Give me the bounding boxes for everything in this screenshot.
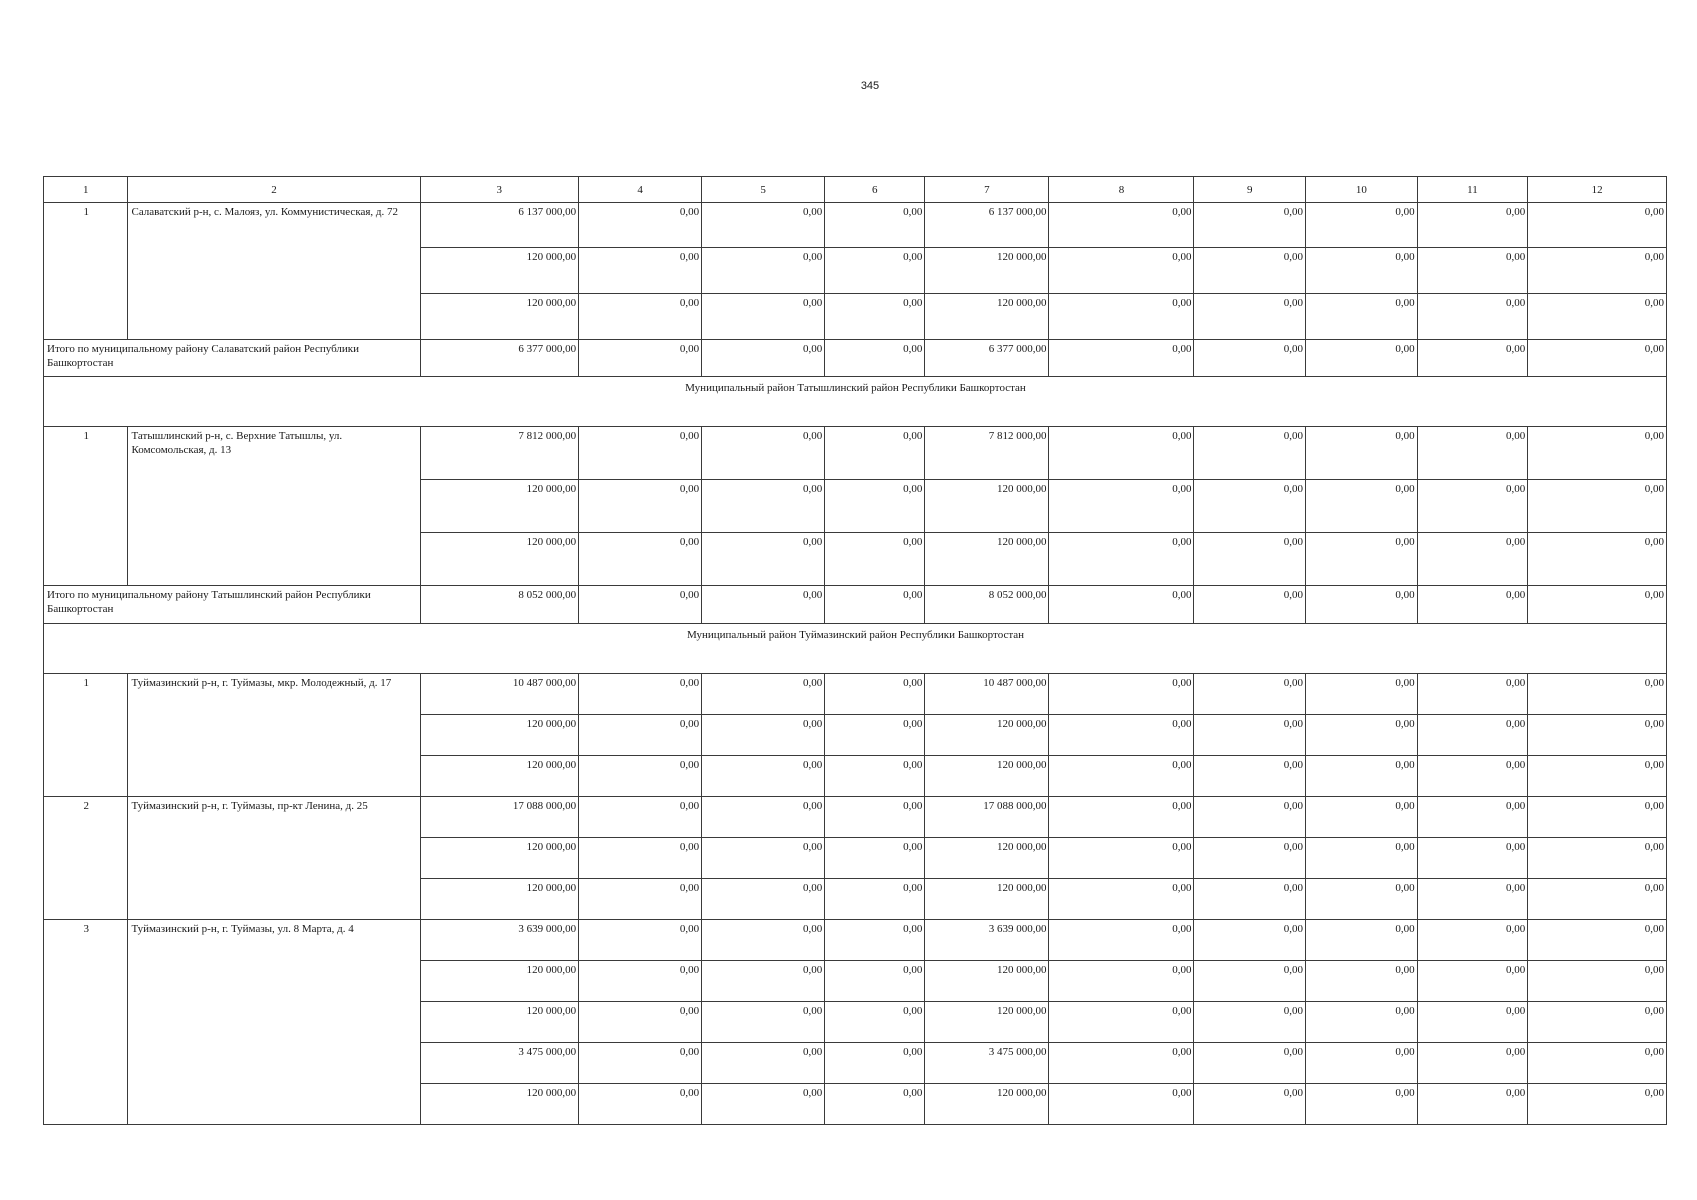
object-number: 2 (44, 797, 128, 920)
amount-cell: 120 000,00 (420, 480, 579, 533)
total-amount: 0,00 (825, 340, 925, 377)
amount-cell: 0,00 (702, 961, 825, 1002)
amount-cell: 0,00 (702, 248, 825, 294)
column-header: 9 (1194, 177, 1306, 203)
amount-cell: 0,00 (1528, 1043, 1667, 1084)
amount-cell: 0,00 (1417, 533, 1528, 586)
amount-cell: 0,00 (579, 797, 702, 838)
amount-cell: 0,00 (1417, 248, 1528, 294)
amount-cell: 0,00 (1306, 1084, 1418, 1125)
amount-cell: 0,00 (702, 674, 825, 715)
amount-cell: 0,00 (579, 756, 702, 797)
amount-cell: 120 000,00 (925, 715, 1049, 756)
amount-cell: 0,00 (1417, 294, 1528, 340)
amount-cell: 120 000,00 (420, 715, 579, 756)
amount-cell: 0,00 (579, 961, 702, 1002)
amount-cell: 0,00 (1306, 961, 1418, 1002)
total-amount: 0,00 (579, 340, 702, 377)
amount-cell: 0,00 (825, 203, 925, 248)
amount-cell: 0,00 (1417, 961, 1528, 1002)
amount-cell: 0,00 (1194, 797, 1306, 838)
amount-cell: 0,00 (1417, 920, 1528, 961)
amount-cell: 0,00 (1194, 838, 1306, 879)
amount-cell: 120 000,00 (420, 533, 579, 586)
amount-cell: 0,00 (579, 674, 702, 715)
amount-cell: 0,00 (1049, 920, 1194, 961)
total-amount: 0,00 (1528, 586, 1667, 624)
total-amount: 0,00 (1528, 340, 1667, 377)
amount-cell: 0,00 (1194, 879, 1306, 920)
column-header: 4 (579, 177, 702, 203)
amount-cell: 120 000,00 (420, 248, 579, 294)
amount-cell: 0,00 (1306, 879, 1418, 920)
amount-cell: 0,00 (1049, 715, 1194, 756)
amount-cell: 10 487 000,00 (420, 674, 579, 715)
amount-cell: 0,00 (579, 715, 702, 756)
amount-cell: 0,00 (1528, 1002, 1667, 1043)
amount-cell: 0,00 (825, 1002, 925, 1043)
amount-cell: 120 000,00 (925, 756, 1049, 797)
amount-cell: 0,00 (1194, 715, 1306, 756)
amount-cell: 0,00 (825, 961, 925, 1002)
amount-cell: 0,00 (1194, 248, 1306, 294)
amount-cell: 0,00 (1306, 1002, 1418, 1043)
amount-cell: 0,00 (1417, 1002, 1528, 1043)
amount-cell: 0,00 (1194, 961, 1306, 1002)
total-amount: 0,00 (1194, 586, 1306, 624)
amount-cell: 0,00 (1306, 203, 1418, 248)
amount-cell: 0,00 (825, 756, 925, 797)
amount-cell: 0,00 (1417, 756, 1528, 797)
amount-cell: 0,00 (1306, 756, 1418, 797)
object-number: 1 (44, 674, 128, 797)
amount-cell: 7 812 000,00 (925, 427, 1049, 480)
amount-cell: 0,00 (1049, 838, 1194, 879)
amount-cell: 0,00 (1528, 533, 1667, 586)
amount-cell: 0,00 (579, 203, 702, 248)
amount-cell: 0,00 (1417, 1084, 1528, 1125)
amount-cell: 0,00 (1306, 674, 1418, 715)
amount-cell: 0,00 (1306, 1043, 1418, 1084)
total-label: Итого по муниципальному району Салаватский район Республики Башкортостан (44, 340, 421, 377)
amount-cell: 0,00 (1528, 838, 1667, 879)
object-number: 1 (44, 203, 128, 340)
amount-cell: 0,00 (579, 294, 702, 340)
amount-cell: 0,00 (702, 294, 825, 340)
amount-cell: 0,00 (1306, 533, 1418, 586)
amount-cell: 0,00 (702, 879, 825, 920)
amount-cell: 0,00 (1528, 920, 1667, 961)
amount-cell: 0,00 (1049, 427, 1194, 480)
amount-cell: 120 000,00 (420, 294, 579, 340)
amount-cell: 0,00 (1528, 797, 1667, 838)
amount-cell: 120 000,00 (420, 756, 579, 797)
total-amount: 0,00 (702, 340, 825, 377)
amount-cell: 0,00 (1528, 294, 1667, 340)
object-address: Салаватский р-н, с. Малояз, ул. Коммунистическая, д. 72 (128, 203, 420, 340)
amount-cell: 120 000,00 (420, 961, 579, 1002)
amount-cell: 0,00 (1417, 715, 1528, 756)
amount-cell: 0,00 (825, 1084, 925, 1125)
amount-cell: 3 639 000,00 (925, 920, 1049, 961)
amount-cell: 0,00 (1049, 797, 1194, 838)
object-address: Туймазинский р-н, г. Туймазы, ул. 8 Марта, д. 4 (128, 920, 420, 1125)
amount-cell: 0,00 (1528, 674, 1667, 715)
amount-cell: 0,00 (579, 1002, 702, 1043)
amount-cell: 7 812 000,00 (420, 427, 579, 480)
amount-cell: 0,00 (1194, 533, 1306, 586)
amount-cell: 0,00 (825, 480, 925, 533)
column-header: 8 (1049, 177, 1194, 203)
amount-cell: 0,00 (1306, 427, 1418, 480)
amount-cell: 0,00 (825, 879, 925, 920)
amount-cell: 0,00 (702, 1043, 825, 1084)
amount-cell: 0,00 (579, 248, 702, 294)
amount-cell: 0,00 (1306, 715, 1418, 756)
total-amount: 6 377 000,00 (420, 340, 579, 377)
amount-cell: 0,00 (1049, 961, 1194, 1002)
amount-cell: 0,00 (702, 838, 825, 879)
amount-cell: 0,00 (1194, 920, 1306, 961)
total-amount: 0,00 (1417, 340, 1528, 377)
page-number: 345 (860, 80, 880, 92)
table-row (44, 427, 1667, 480)
amount-cell: 0,00 (1528, 480, 1667, 533)
amount-cell: 0,00 (702, 797, 825, 838)
amount-cell: 0,00 (1049, 248, 1194, 294)
amount-cell: 0,00 (825, 248, 925, 294)
amount-cell: 0,00 (1049, 203, 1194, 248)
section-row (44, 624, 1667, 674)
total-label: Итого по муниципальному району Татышлинский район Республики Башкортостан (44, 586, 421, 624)
object-number: 1 (44, 427, 128, 586)
amount-cell: 0,00 (825, 715, 925, 756)
amount-cell: 0,00 (579, 427, 702, 480)
table-body (44, 177, 1667, 1125)
amount-cell: 0,00 (1194, 1002, 1306, 1043)
object-address: Татышлинский р-н, с. Верхние Татышлы, ул. Комсомольская, д. 13 (128, 427, 420, 586)
column-header: 6 (825, 177, 925, 203)
table-row (44, 797, 1667, 838)
amount-cell: 0,00 (1049, 480, 1194, 533)
amount-cell: 0,00 (825, 533, 925, 586)
amount-cell: 0,00 (1194, 1084, 1306, 1125)
amount-cell: 0,00 (1528, 756, 1667, 797)
amount-cell: 0,00 (1049, 879, 1194, 920)
amount-cell: 0,00 (1306, 480, 1418, 533)
total-amount: 6 377 000,00 (925, 340, 1049, 377)
amount-cell: 0,00 (1306, 920, 1418, 961)
amount-cell: 0,00 (702, 920, 825, 961)
amount-cell: 0,00 (1528, 203, 1667, 248)
total-amount: 0,00 (702, 586, 825, 624)
amount-cell: 0,00 (1528, 1084, 1667, 1125)
amount-cell: 0,00 (1417, 838, 1528, 879)
amount-cell: 0,00 (579, 838, 702, 879)
amount-cell: 0,00 (1417, 674, 1528, 715)
column-header: 5 (702, 177, 825, 203)
column-header: 12 (1528, 177, 1667, 203)
amount-cell: 6 137 000,00 (420, 203, 579, 248)
amount-cell: 0,00 (825, 797, 925, 838)
amount-cell: 0,00 (579, 533, 702, 586)
amount-cell: 0,00 (1049, 756, 1194, 797)
amount-cell: 0,00 (825, 920, 925, 961)
amount-cell: 0,00 (825, 294, 925, 340)
amount-cell: 0,00 (1417, 203, 1528, 248)
amount-cell: 0,00 (1417, 879, 1528, 920)
column-header: 11 (1417, 177, 1528, 203)
amount-cell: 3 639 000,00 (420, 920, 579, 961)
amount-cell: 17 088 000,00 (420, 797, 579, 838)
amount-cell: 0,00 (1528, 427, 1667, 480)
total-amount: 0,00 (1306, 586, 1418, 624)
amount-cell: 0,00 (1194, 674, 1306, 715)
amount-cell: 120 000,00 (925, 533, 1049, 586)
amount-cell: 10 487 000,00 (925, 674, 1049, 715)
amount-cell: 0,00 (1528, 715, 1667, 756)
amount-cell: 120 000,00 (925, 879, 1049, 920)
amount-cell: 120 000,00 (925, 294, 1049, 340)
amount-cell: 0,00 (1528, 961, 1667, 1002)
column-header: 3 (420, 177, 579, 203)
column-header: 2 (128, 177, 420, 203)
amount-cell: 0,00 (1049, 533, 1194, 586)
amount-cell: 0,00 (702, 1002, 825, 1043)
budget-table (43, 176, 1667, 1125)
amount-cell: 0,00 (1306, 797, 1418, 838)
column-header: 1 (44, 177, 128, 203)
object-address: Туймазинский р-н, г. Туймазы, пр-кт Ленина, д. 25 (128, 797, 420, 920)
total-amount: 0,00 (1049, 586, 1194, 624)
total-amount: 0,00 (1194, 340, 1306, 377)
amount-cell: 0,00 (702, 756, 825, 797)
amount-cell: 0,00 (1049, 674, 1194, 715)
amount-cell: 0,00 (702, 1084, 825, 1125)
table-row (44, 203, 1667, 248)
amount-cell: 0,00 (1049, 1084, 1194, 1125)
amount-cell: 6 137 000,00 (925, 203, 1049, 248)
header-row (44, 177, 1667, 203)
amount-cell: 120 000,00 (925, 480, 1049, 533)
total-amount: 0,00 (579, 586, 702, 624)
total-amount: 0,00 (825, 586, 925, 624)
amount-cell: 0,00 (825, 1043, 925, 1084)
amount-cell: 0,00 (1194, 1043, 1306, 1084)
amount-cell: 0,00 (702, 715, 825, 756)
amount-cell: 0,00 (1417, 1043, 1528, 1084)
amount-cell: 0,00 (825, 674, 925, 715)
amount-cell: 3 475 000,00 (925, 1043, 1049, 1084)
amount-cell: 0,00 (702, 533, 825, 586)
total-amount: 8 052 000,00 (925, 586, 1049, 624)
column-header: 7 (925, 177, 1049, 203)
column-header: 10 (1306, 177, 1418, 203)
section-row (44, 377, 1667, 427)
total-amount: 0,00 (1306, 340, 1418, 377)
total-amount: 8 052 000,00 (420, 586, 579, 624)
amount-cell: 0,00 (825, 838, 925, 879)
total-row (44, 586, 1667, 624)
amount-cell: 0,00 (579, 1084, 702, 1125)
amount-cell: 120 000,00 (420, 838, 579, 879)
amount-cell: 0,00 (1194, 427, 1306, 480)
amount-cell: 120 000,00 (420, 1084, 579, 1125)
amount-cell: 0,00 (1049, 1002, 1194, 1043)
total-amount: 0,00 (1417, 586, 1528, 624)
amount-cell: 0,00 (1417, 427, 1528, 480)
amount-cell: 0,00 (1417, 797, 1528, 838)
amount-cell: 120 000,00 (925, 838, 1049, 879)
amount-cell: 120 000,00 (420, 1002, 579, 1043)
amount-cell: 0,00 (579, 1043, 702, 1084)
table-row (44, 674, 1667, 715)
amount-cell: 120 000,00 (925, 248, 1049, 294)
amount-cell: 0,00 (1306, 248, 1418, 294)
amount-cell: 120 000,00 (420, 879, 579, 920)
section-title: Муниципальный район Туймазинский район Республики Башкортостан (44, 624, 1667, 674)
amount-cell: 0,00 (1194, 203, 1306, 248)
total-amount: 0,00 (1049, 340, 1194, 377)
amount-cell: 0,00 (1528, 248, 1667, 294)
amount-cell: 120 000,00 (925, 1002, 1049, 1043)
amount-cell: 0,00 (1049, 1043, 1194, 1084)
amount-cell: 0,00 (1528, 879, 1667, 920)
amount-cell: 0,00 (1306, 294, 1418, 340)
amount-cell: 0,00 (825, 427, 925, 480)
amount-cell: 0,00 (1194, 480, 1306, 533)
amount-cell: 0,00 (1194, 294, 1306, 340)
amount-cell: 17 088 000,00 (925, 797, 1049, 838)
section-title: Муниципальный район Татышлинский район Республики Башкортостан (44, 377, 1667, 427)
total-row (44, 340, 1667, 377)
object-address: Туймазинский р-н, г. Туймазы, мкр. Молодежный, д. 17 (128, 674, 420, 797)
amount-cell: 0,00 (1417, 480, 1528, 533)
amount-cell: 0,00 (1306, 838, 1418, 879)
amount-cell: 0,00 (1194, 756, 1306, 797)
amount-cell: 0,00 (1049, 294, 1194, 340)
amount-cell: 0,00 (702, 427, 825, 480)
amount-cell: 0,00 (579, 920, 702, 961)
table-row (44, 920, 1667, 961)
amount-cell: 120 000,00 (925, 961, 1049, 1002)
amount-cell: 0,00 (702, 480, 825, 533)
amount-cell: 0,00 (579, 480, 702, 533)
object-number: 3 (44, 920, 128, 1125)
amount-cell: 3 475 000,00 (420, 1043, 579, 1084)
amount-cell: 0,00 (579, 879, 702, 920)
amount-cell: 120 000,00 (925, 1084, 1049, 1125)
amount-cell: 0,00 (702, 203, 825, 248)
